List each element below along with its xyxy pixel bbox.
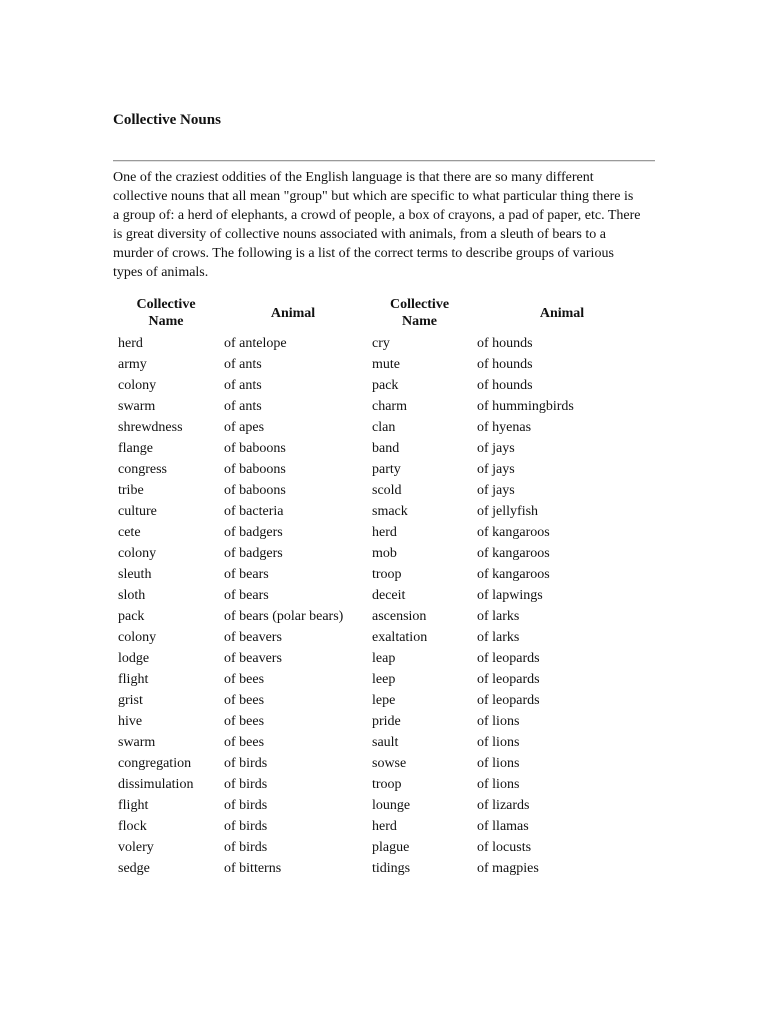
- animal-cell: of ants: [224, 357, 262, 372]
- collective-name-cell: ascension: [372, 609, 427, 624]
- collective-name-cell: party: [372, 462, 401, 477]
- collective-name-cell: plague: [372, 840, 410, 855]
- collective-name-cell: flight: [118, 798, 149, 813]
- collective-name-cell: flange: [118, 441, 153, 456]
- animal-cell: of jellyfish: [477, 504, 539, 519]
- document-title: Collective Nouns: [113, 112, 221, 128]
- table-row: [113, 459, 652, 480]
- collective-name-cell: band: [372, 441, 400, 456]
- collective-name-cell: hive: [118, 714, 143, 729]
- collective-name-cell: leap: [372, 651, 396, 666]
- animal-cell: of hyenas: [477, 420, 532, 435]
- header-animal-1: Animal: [270, 305, 316, 321]
- collective-name-cell: sowse: [372, 756, 407, 771]
- collective-name-cell: tribe: [118, 483, 144, 498]
- header-collective-name-1: Collective Name: [136, 297, 196, 329]
- animal-cell: of apes: [224, 420, 265, 435]
- table-row: [113, 816, 652, 837]
- horizontal-rule: [113, 160, 655, 162]
- animal-cell: of birds: [224, 777, 268, 792]
- table-row: [113, 354, 652, 375]
- table-row: [113, 480, 652, 501]
- collective-name-cell: tidings: [372, 861, 411, 876]
- animal-cell: of lapwings: [477, 588, 543, 603]
- animal-cell: of lions: [477, 777, 520, 792]
- collective-name-cell: flock: [118, 819, 147, 834]
- collective-name-cell: culture: [118, 504, 157, 519]
- collective-name-cell: deceit: [372, 588, 406, 603]
- header-animal-2: Animal: [539, 305, 585, 321]
- collective-name-cell: congress: [118, 462, 167, 477]
- header-collective-name-2: Collective Name: [389, 297, 450, 329]
- table-row: [113, 627, 652, 648]
- animal-cell: of bears (polar bears): [224, 609, 344, 624]
- animal-cell: of hummingbirds: [477, 399, 574, 414]
- animal-cell: of bacteria: [224, 504, 284, 519]
- animal-cell: of jays: [477, 462, 515, 477]
- collective-name-cell: sedge: [118, 861, 150, 876]
- animal-cell: of lizards: [477, 798, 530, 813]
- table-row: [113, 375, 652, 396]
- animal-cell: of leopards: [477, 672, 540, 687]
- table-row: [113, 648, 652, 669]
- collective-name-cell: smack: [372, 504, 408, 519]
- collective-name-cell: sault: [372, 735, 399, 750]
- animal-cell: of bees: [224, 672, 265, 687]
- animal-cell: of lions: [477, 756, 520, 771]
- collective-name-cell: charm: [372, 399, 407, 414]
- animal-cell: of ants: [224, 399, 262, 414]
- table-row: [113, 522, 652, 543]
- animal-cell: of hounds: [477, 378, 533, 393]
- table-header-row: [113, 293, 652, 333]
- animal-cell: of larks: [477, 630, 520, 645]
- animal-cell: of bitterns: [224, 861, 282, 876]
- animal-cell: of hounds: [477, 336, 533, 351]
- collective-name-cell: colony: [118, 546, 157, 561]
- table-row: [113, 564, 652, 585]
- table-row: [113, 690, 652, 711]
- animal-cell: of ants: [224, 378, 262, 393]
- table-row: [113, 669, 652, 690]
- animal-cell: of baboons: [224, 441, 286, 456]
- intro-paragraph: One of the craziest oddities of the English language is that there are so many different collective nouns that all mean "group" but which are specific to what particular thing there is a group of: a herd of elephants, a crowd of people, a box of crayons, a pad of paper, etc. There is great diversity of collective nouns associated with animals, from a sleuth of bears to a murder of crows. The following is a list of the correct terms to describe groups of various types of animals.: [113, 170, 641, 280]
- table-row: [113, 501, 652, 522]
- collective-name-cell: clan: [372, 420, 396, 435]
- collective-name-cell: pack: [118, 609, 145, 624]
- animal-cell: of magpies: [477, 861, 539, 876]
- animal-cell: of birds: [224, 819, 268, 834]
- table-body: [113, 333, 652, 879]
- animal-cell: of bears: [224, 567, 269, 582]
- collective-name-cell: herd: [372, 819, 397, 834]
- animal-cell: of jays: [477, 441, 515, 456]
- table-row: [113, 438, 652, 459]
- collective-name-cell: army: [118, 357, 147, 372]
- collective-name-cell: sloth: [118, 588, 146, 603]
- animal-cell: of antelope: [224, 336, 287, 351]
- collective-name-cell: herd: [118, 336, 143, 351]
- animal-cell: of llamas: [477, 819, 529, 834]
- collective-name-cell: mute: [372, 357, 400, 372]
- animal-cell: of beavers: [224, 630, 282, 645]
- collective-name-cell: herd: [372, 525, 397, 540]
- animal-cell: of baboons: [224, 483, 286, 498]
- collective-name-cell: swarm: [118, 735, 156, 750]
- collective-name-cell: pack: [372, 378, 399, 393]
- animal-cell: of jays: [477, 483, 515, 498]
- animal-cell: of badgers: [224, 525, 283, 540]
- collective-name-cell: pride: [372, 714, 401, 729]
- collective-name-cell: dissimulation: [118, 777, 194, 792]
- table-row: [113, 774, 652, 795]
- animal-cell: of badgers: [224, 546, 283, 561]
- animal-cell: of bees: [224, 714, 265, 729]
- collective-name-cell: leep: [372, 672, 396, 687]
- table-row: [113, 333, 652, 354]
- animal-cell: of hounds: [477, 357, 533, 372]
- collective-name-cell: lepe: [372, 693, 396, 708]
- animal-cell: of bees: [224, 735, 265, 750]
- table-row: [113, 795, 652, 816]
- collective-name-cell: flight: [118, 672, 149, 687]
- collective-name-cell: grist: [118, 693, 143, 708]
- animal-cell: of kangaroos: [477, 567, 550, 582]
- animal-cell: of birds: [224, 798, 268, 813]
- collective-name-cell: lodge: [118, 651, 150, 666]
- collective-name-cell: sleuth: [118, 567, 152, 582]
- animal-cell: of leopards: [477, 651, 540, 666]
- collective-name-cell: scold: [372, 483, 402, 498]
- collective-name-cell: shrewdness: [118, 420, 183, 435]
- table-row: [113, 543, 652, 564]
- animal-cell: of kangaroos: [477, 525, 550, 540]
- collective-name-cell: colony: [118, 630, 157, 645]
- collective-name-cell: colony: [118, 378, 157, 393]
- animal-cell: of baboons: [224, 462, 286, 477]
- collective-name-cell: lounge: [372, 798, 411, 813]
- animal-cell: of birds: [224, 756, 268, 771]
- collective-name-cell: swarm: [118, 399, 156, 414]
- collective-nouns-table: [113, 293, 652, 879]
- table-row: [113, 396, 652, 417]
- animal-cell: of lions: [477, 735, 520, 750]
- animal-cell: of lions: [477, 714, 520, 729]
- table-row: [113, 858, 652, 879]
- collective-name-cell: exaltation: [372, 630, 428, 645]
- animal-cell: of birds: [224, 840, 268, 855]
- animal-cell: of leopards: [477, 693, 540, 708]
- collective-name-cell: volery: [118, 840, 154, 855]
- collective-name-cell: cete: [118, 525, 141, 540]
- animal-cell: of bears: [224, 588, 269, 603]
- collective-name-cell: congregation: [118, 756, 192, 771]
- table-row: [113, 606, 652, 627]
- table-row: [113, 711, 652, 732]
- animal-cell: of beavers: [224, 651, 282, 666]
- collective-name-cell: mob: [372, 546, 397, 561]
- animal-cell: of kangaroos: [477, 546, 550, 561]
- table-row: [113, 753, 652, 774]
- collective-name-cell: troop: [372, 777, 402, 792]
- collective-name-cell: troop: [372, 567, 402, 582]
- collective-name-cell: cry: [372, 336, 390, 351]
- table-row: [113, 837, 652, 858]
- animal-cell: of larks: [477, 609, 520, 624]
- table-row: [113, 585, 652, 606]
- table-row: [113, 417, 652, 438]
- animal-cell: of locusts: [477, 840, 532, 855]
- table-row: [113, 732, 652, 753]
- animal-cell: of bees: [224, 693, 265, 708]
